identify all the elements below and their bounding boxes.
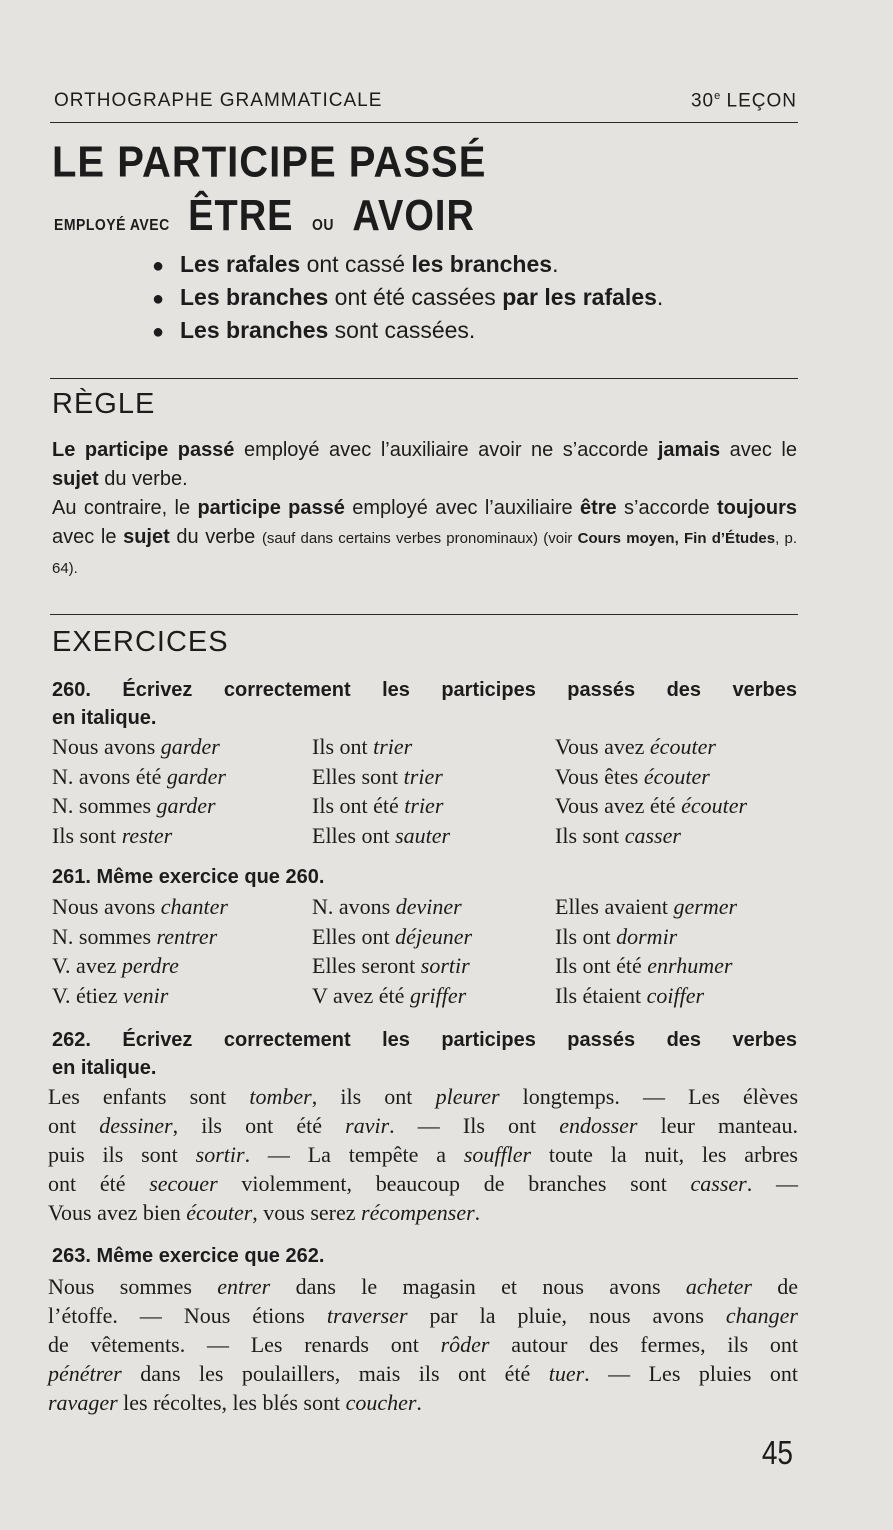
bullet-icon: ● (152, 288, 165, 310)
list-item: Ils sont casser (555, 822, 681, 848)
regle-paragraph-1: Le participe passé employé avec l’auxiliaire avoir ne s’accorde jamais avec le sujet du verbe. (52, 439, 797, 490)
example-sentence: ● Les branches sont cassées. (152, 315, 663, 348)
list-item: V. étiez venir (52, 982, 169, 1008)
regle-paragraph-2: Au contraire, le participe passé employé avec l’auxiliaire être s’accorde toujours avec le sujet du verbe (sauf dans certains verbes pronominaux) (voir Cours moyen, Fin d’Études, p. 64). (52, 497, 797, 577)
list-item: Nous avons garder (52, 734, 220, 759)
exercise-260-col-2 (312, 732, 450, 850)
regle-heading: RÈGLE (52, 388, 156, 420)
list-item: N. avons été garder (52, 763, 226, 789)
header-rule (50, 122, 798, 123)
exercise-261-title: 261. Même exercice que 260. (52, 866, 325, 888)
list-item: Vous avez écouter (555, 734, 716, 759)
list-item: Ils ont été enrhumer (555, 953, 733, 978)
text-line: puis ils sont sortir. — La tempête a souffler toute la nuit, les arbres (48, 1142, 798, 1167)
list-item: Vous êtes écouter (555, 763, 710, 789)
list-item: Elles ont déjeuner (312, 923, 473, 949)
section-label: ORTHOGRAPHE GRAMMATICALE (54, 90, 383, 111)
bullet-icon: ● (152, 255, 165, 277)
list-item: Ils ont été trier (312, 793, 444, 818)
page-number: 45 (761, 1434, 793, 1472)
exercise-260-col-3 (555, 732, 747, 850)
exercise-261-col-3 (555, 892, 737, 1010)
exercices-heading: EXERCICES (52, 626, 229, 658)
text-line: Nous sommes entrer dans le magasin et nous avons acheter de (48, 1274, 799, 1299)
list-item: Elles seront sortir (312, 953, 470, 978)
exercise-262-title: 262. Écrivez correctement les participes passés des verbes en italique. (52, 1029, 797, 1079)
regle-rule (50, 378, 798, 379)
list-item: Ils sont rester (52, 822, 173, 848)
bullet-icon: ● (152, 321, 165, 343)
text-line: ont dessiner, ils ont été ravir. — Ils ont endosser leur manteau. (48, 1113, 798, 1138)
subtitle-ou: OU (311, 215, 334, 234)
text-line: de vêtements. — Les renards ont rôder autour des fermes, ils ont (48, 1332, 798, 1357)
lesson-word: LEÇON (726, 90, 797, 112)
exercise-262-text (48, 1082, 798, 1227)
text-line: pénétrer dans les poulaillers, mais ils ont été tuer. — Les pluies ont (48, 1361, 798, 1386)
list-item: Elles sont trier (312, 763, 443, 789)
page-subtitle (54, 192, 475, 241)
lesson-ordinal: e (714, 90, 721, 102)
subtitle-etre: ÊTRE (188, 192, 294, 241)
exercise-260-title: 260. Écrivez correctement les participes passés des verbes en italique. (52, 679, 797, 729)
example-sentence: ● Les branches ont été cassées par les rafales. (152, 282, 663, 315)
list-item: Elles avaient germer (555, 894, 738, 919)
exercise-260-col-1 (52, 732, 226, 850)
list-item: V avez été griffer (312, 982, 467, 1008)
exercices-rule (50, 614, 798, 615)
regle-text (52, 436, 797, 583)
list-item: Ils ont dormir (555, 923, 678, 949)
list-item: Ils étaient coiffer (555, 982, 705, 1008)
text-line: ont été secouer violemment, beaucoup de branches sont casser. — (48, 1171, 798, 1196)
list-item: N. sommes garder (52, 793, 216, 818)
subtitle-avoir: AVOIR (352, 192, 475, 241)
text-line: ravager les récoltes, les blés sont coucher. (48, 1390, 422, 1415)
text-line: l’étoffe. — Nous étions traverser par la pluie, nous avons changer (48, 1303, 798, 1328)
exercise-261-col-1 (52, 892, 228, 1010)
example-sentence: ● Les rafales ont cassé les branches. (152, 249, 663, 282)
list-item: Elles ont sauter (312, 822, 451, 848)
list-item: N. sommes rentrer (52, 923, 218, 949)
list-item: V. avez perdre (52, 953, 179, 978)
example-sentences (152, 249, 663, 348)
exercise-261-col-2 (312, 892, 472, 1010)
page-title: LE PARTICIPE PASSÉ (52, 138, 487, 187)
exercise-263-text (48, 1272, 798, 1417)
lesson-number: 30 (690, 90, 715, 112)
text-line: Vous avez bien écouter, vous serez récompenser. (48, 1200, 481, 1225)
list-item: N. avons deviner (312, 894, 462, 919)
list-item: Vous avez été écouter (555, 793, 748, 818)
subtitle-employe: EMPLOYÉ AVEC (54, 215, 170, 234)
list-item: Nous avons chanter (52, 894, 228, 919)
exercise-263-title: 263. Même exercice que 262. (52, 1245, 325, 1267)
list-item: Ils ont trier (312, 734, 413, 759)
text-line: Les enfants sont tomber, ils ont pleurer longtemps. — Les élèves (48, 1084, 799, 1109)
lesson-label (691, 90, 797, 112)
